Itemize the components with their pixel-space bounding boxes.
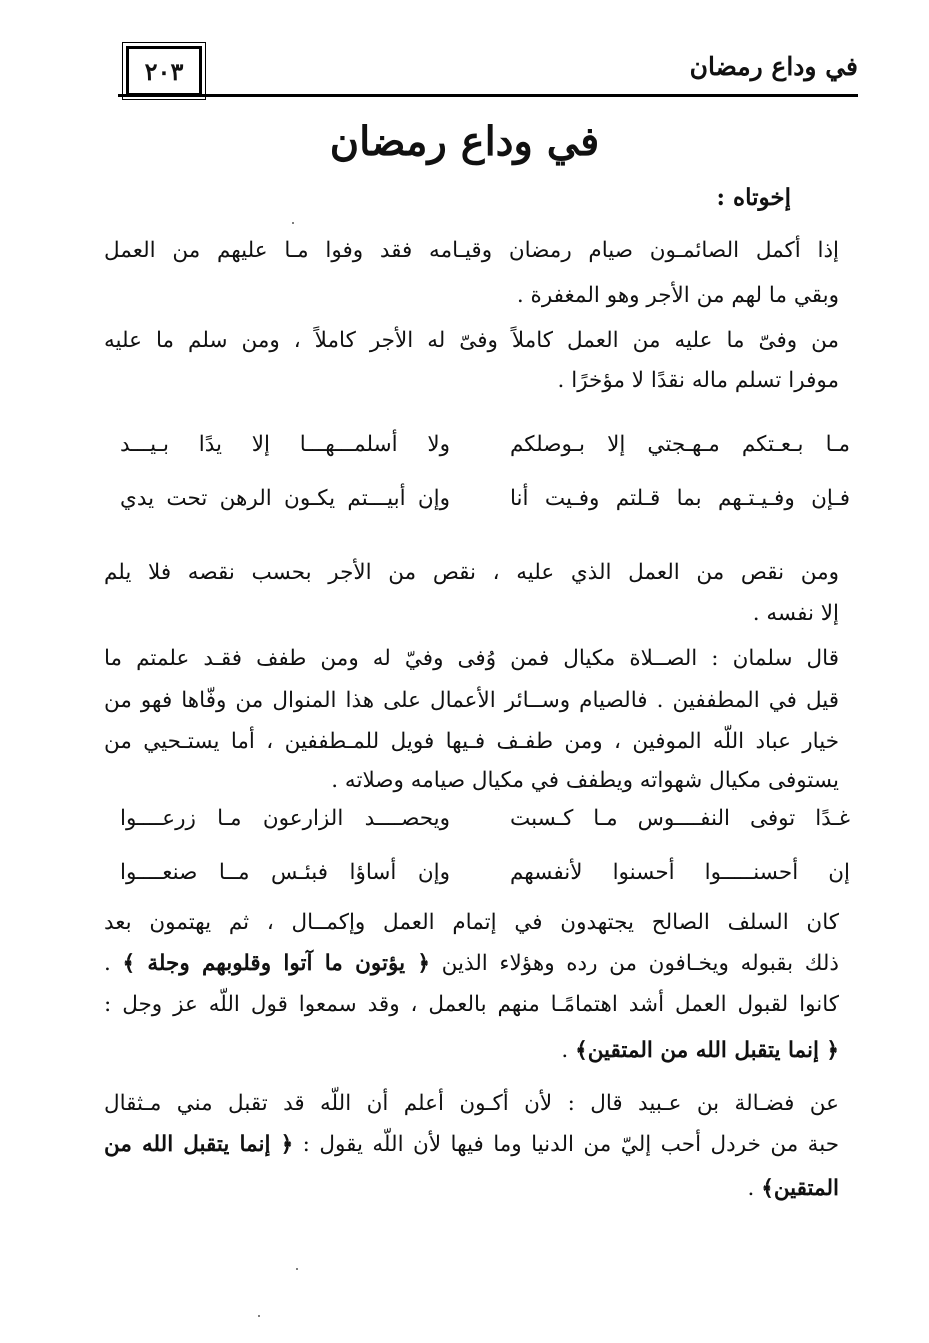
verse-first-hemistich: مـا بـعـتكم مـهـجتي إلا بـوصلكم bbox=[510, 432, 850, 457]
quran-quote: ﴿ إنما يتقبل الله من bbox=[104, 1132, 294, 1157]
paragraph-line bbox=[104, 953, 839, 975]
verse-first-hemistich: إن أحسنـــــوا أحسنوا لأنفسهم bbox=[510, 860, 850, 885]
paragraph-line: كانوا لقبول العمل أشد اهتمامًـا منهم بالعمل ، وقد سمعوا قول اللّه عز وجل : bbox=[104, 992, 839, 1017]
running-header bbox=[118, 42, 858, 100]
paragraph-line: خيار عباد اللّه الموفين ، ومن طفـف فـيها فويل للمـطففين ، أما يستـحيي من bbox=[104, 729, 839, 754]
verse-second-hemistich: وإن أبيـــتم يكـون الرهن تحت يدي bbox=[120, 486, 450, 511]
paragraph-line: كان السلف الصالح يجتهدون في إتمام العمل وإكمــال ، ثم يهتمون بعد bbox=[104, 910, 839, 935]
verse-line bbox=[110, 432, 850, 462]
greeting-heading: إخوتاه : bbox=[716, 184, 791, 211]
paragraph-line: عن فضـالة بن عـبيد قال : لأن أكـون أعلم أن اللّه قد تقبل مني مـثقال bbox=[104, 1091, 839, 1116]
paragraph-line bbox=[104, 1178, 839, 1200]
paragraph-line: موفرا تسلم ماله نقدًا لا مؤخرًا . bbox=[557, 368, 839, 393]
text-run: ذلك بقبوله ويخـافون من رده وهؤلاء الذين bbox=[429, 951, 839, 976]
chapter-title: في وداع رمضان bbox=[329, 118, 600, 165]
scan-speck bbox=[296, 1268, 298, 1270]
paragraph-line: ومن نقص من العمل الذي عليه ، نقص من الأجر بحسب نقصه فلا يلم bbox=[104, 560, 839, 585]
paragraph-line: قيل في المطففين . فالصيام وســائر الأعمال على هذا المنوال من وفّاها فهو من bbox=[104, 688, 839, 713]
paragraph-line: وبقي ما لهم من الأجر وهو المغفرة . bbox=[516, 283, 839, 308]
text-run: . bbox=[561, 1038, 576, 1063]
paragraph-line: إذا أكمل الصائمـون صيام رمضان وقيـامه فقد وفوا مـا عليهم من العمل bbox=[104, 238, 839, 263]
verse-line bbox=[110, 860, 850, 890]
paragraph-line: يستوفى مكيال شهواته ويطفف في مكيال صيامه وصلاته . bbox=[331, 768, 839, 793]
running-title: في وداع رمضان bbox=[689, 52, 858, 81]
paragraph-line: إلا نفسه . bbox=[752, 601, 839, 626]
verse-line bbox=[110, 806, 850, 836]
paragraph-line: قال سلمان : الصــلاة مكيال فمن وُفى وفيّ له ومن طفف فقـد علمتم ما bbox=[104, 646, 839, 671]
text-run: حبة من خردل أحب إليّ من الدنيا وما فيها لأن اللّه يقول : bbox=[293, 1132, 839, 1157]
page-number: ٢٠٣ bbox=[144, 56, 184, 86]
quran-quote: ﴿ إنما يتقبل الله من المتقين﴾ bbox=[575, 1038, 839, 1063]
verse-line bbox=[110, 486, 850, 516]
paragraph-line bbox=[104, 1134, 839, 1156]
quran-quote: المتقين﴾ bbox=[761, 1176, 839, 1201]
header-rule bbox=[118, 94, 858, 97]
verse-first-hemistich: غـدًا توفى النفــــوس مـا كـسبت bbox=[510, 806, 850, 831]
scan-speck bbox=[292, 222, 294, 224]
text-run: . bbox=[747, 1176, 762, 1201]
page-number-box bbox=[126, 46, 202, 96]
scan-speck bbox=[258, 1315, 260, 1317]
verse-second-hemistich: ولا أسلمـــهـــا إلا يدًا بـيـــد bbox=[120, 432, 450, 457]
text-run: . bbox=[104, 951, 123, 976]
verse-second-hemistich: ويحصــــد الزارعون مـا زرعــــوا bbox=[120, 806, 450, 831]
verse-first-hemistich: فـإن وفـيـتـهم بما قـلتم وفـيت أنا bbox=[510, 486, 850, 511]
paragraph-line: من وفىّ ما عليه من العمل كاملاً وفىّ له الأجر كاملاً ، ومن سلم ما عليه bbox=[104, 328, 839, 353]
paragraph-line bbox=[104, 1040, 839, 1062]
verse-second-hemistich: وإن أساؤا فبئـس مــا صنعــــوا bbox=[120, 860, 450, 885]
quran-quote: ﴿ يؤتون ما آتوا وقلوبهم وجلة ﴾ bbox=[122, 951, 430, 976]
